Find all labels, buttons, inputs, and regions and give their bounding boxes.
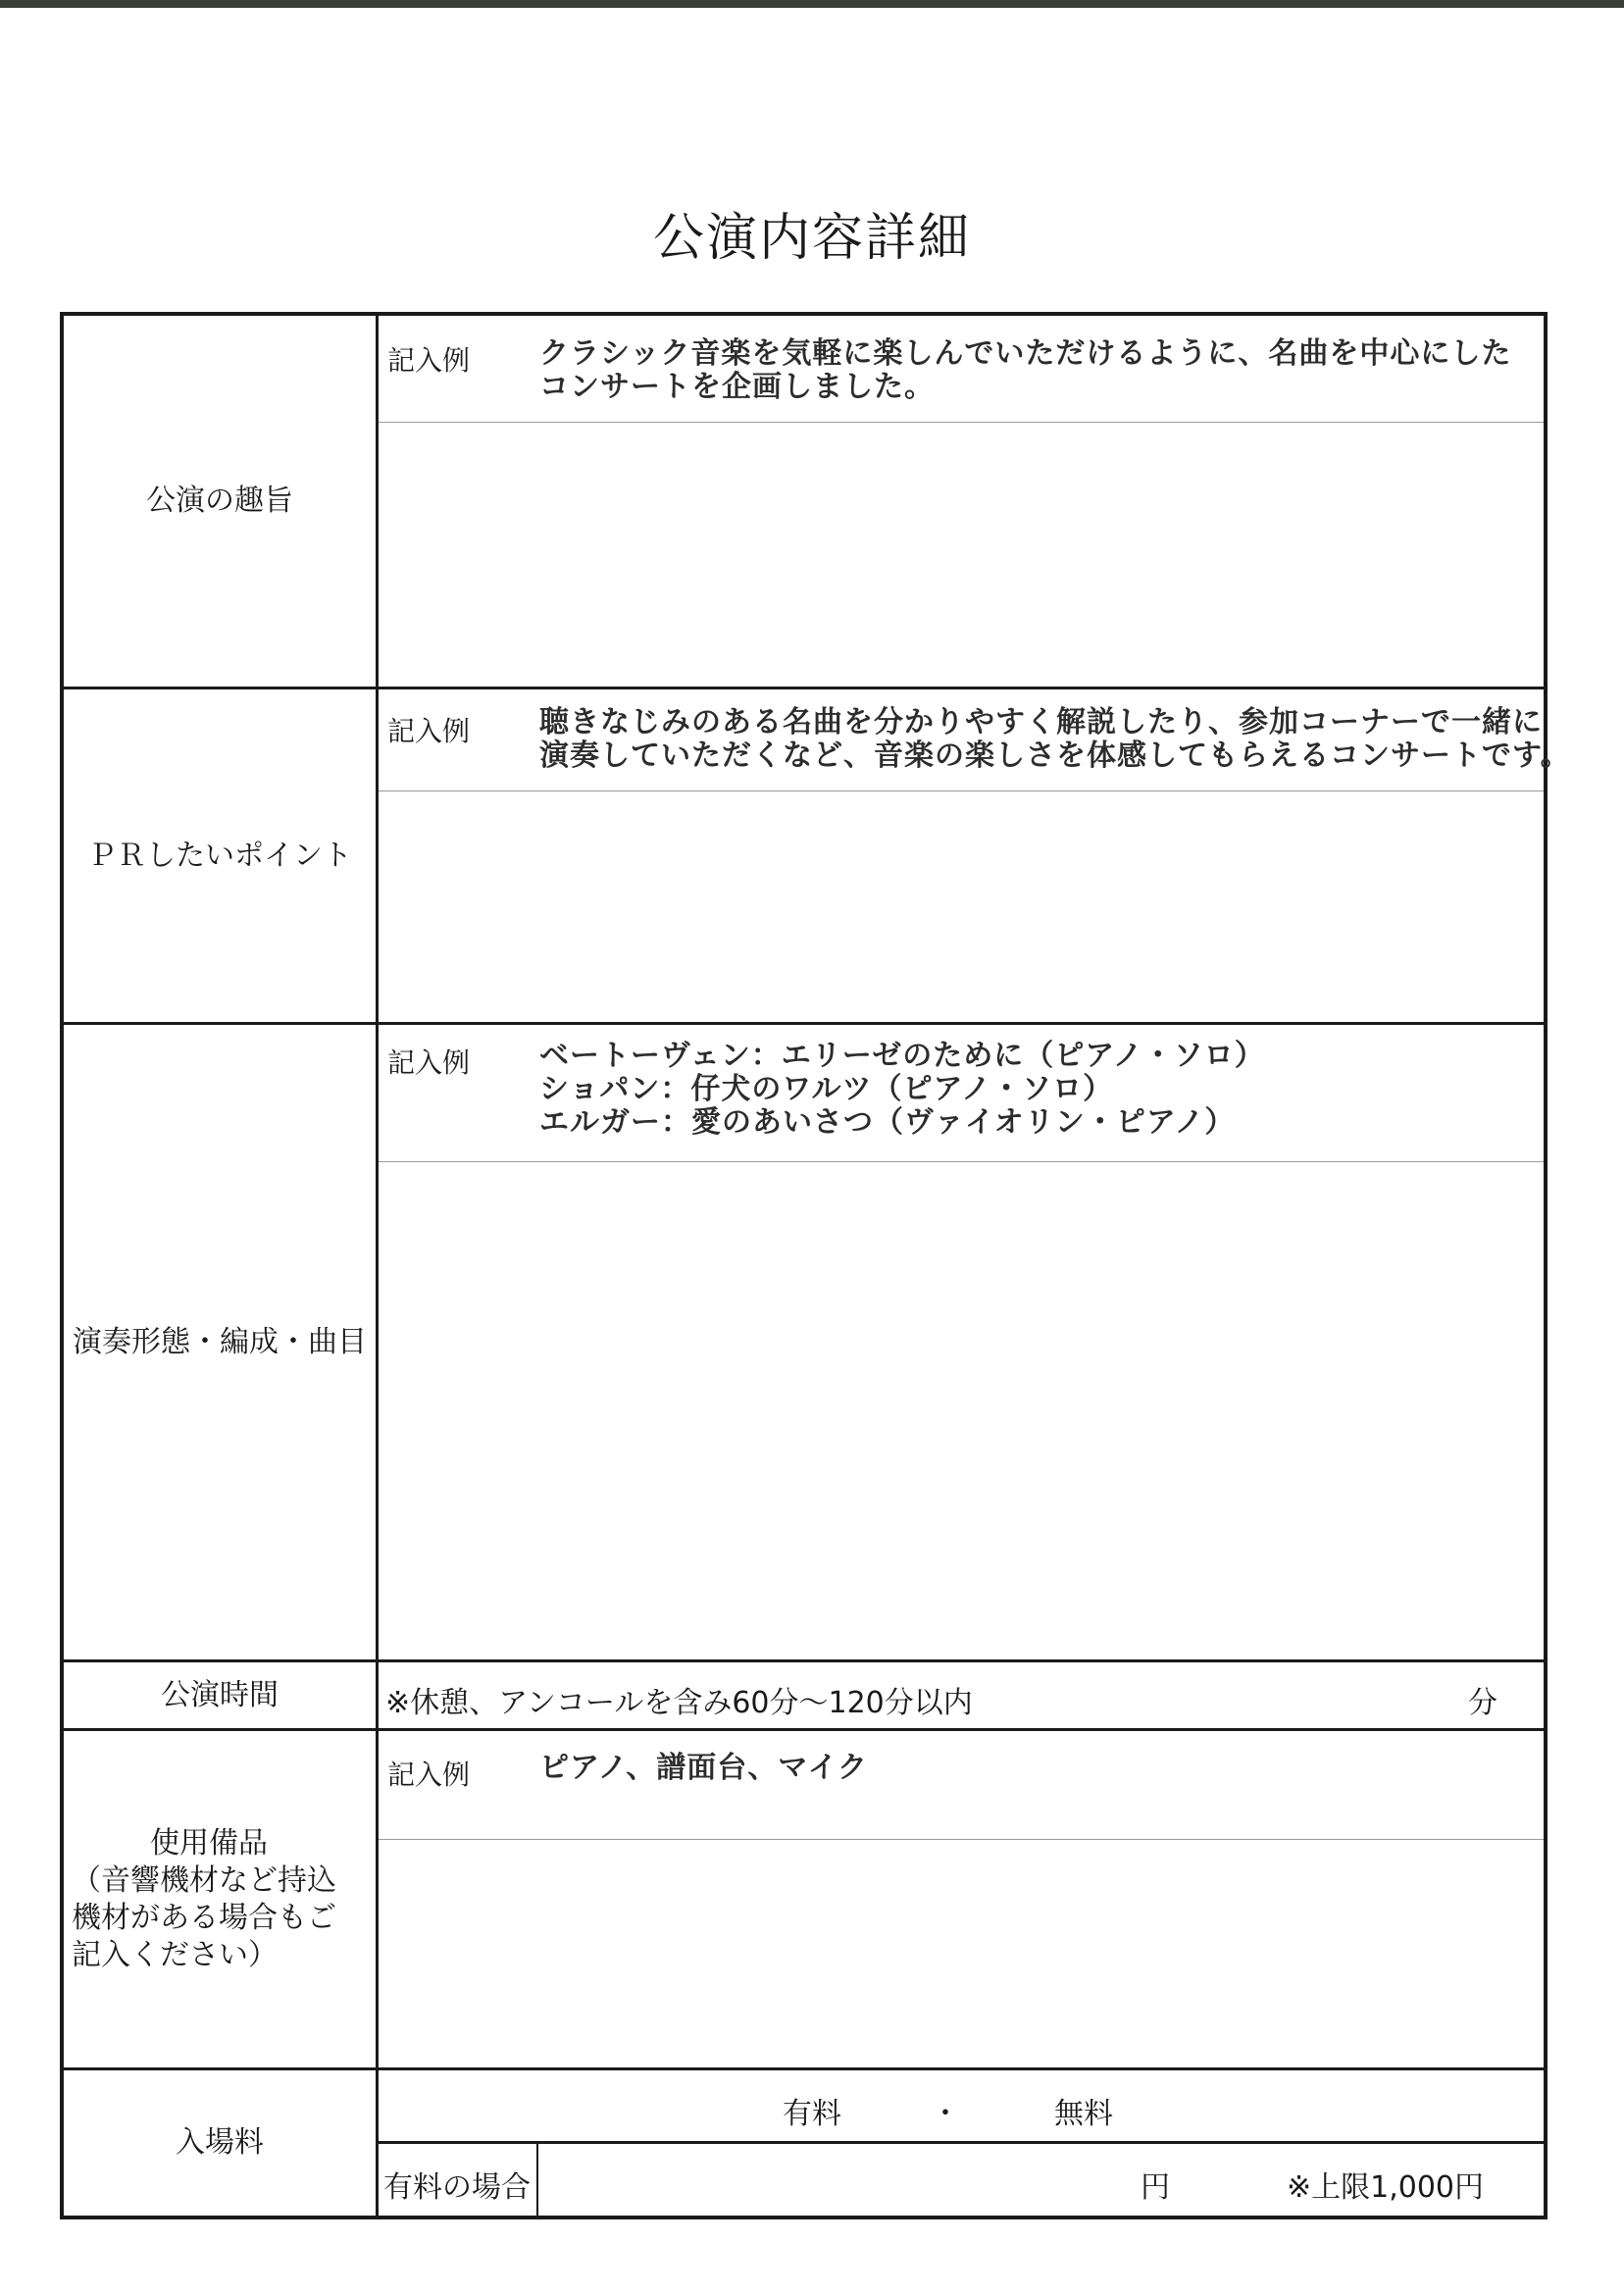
paid-case-label: 有料の場合 [383,2170,531,2205]
admission-fee-input[interactable] [540,2145,1168,2214]
example-separator [379,790,1544,791]
example-separator [379,1161,1544,1162]
option-separator: ・ [931,2097,960,2131]
program-example-label: 記入例 [387,1046,471,1079]
option-free[interactable]: 無料 [1054,2097,1113,2131]
pr-example-label: 記入例 [387,715,471,747]
currency-unit: 円 [1141,2170,1170,2205]
program-input-area[interactable] [380,1163,1544,1657]
purpose-example-label: 記入例 [387,344,471,377]
label-column-divider [376,316,379,2216]
option-paid[interactable]: 有料 [783,2097,841,2131]
duration-unit: 分 [1468,1686,1497,1720]
purpose-input-area[interactable] [380,424,1544,685]
pr-label: ＰＲしたいポイント [87,838,352,873]
equipment-example-text: ピアノ、譜面台、マイク [539,1751,868,1785]
purpose-label: 公演の趣旨 [146,484,293,518]
paid-case-divider [536,2141,538,2216]
pr-example-text: 聴きなじみのある名曲を分かりやすく解説したり、参加コーナーで一緒に 演奏していただくなど、音楽の楽しさを体感してもらえるコンサートです。 [539,705,1571,773]
admission-label: 入場料 [176,2125,264,2160]
page-title: 公演内容詳細 [652,209,971,268]
pr-input-area[interactable] [380,792,1544,1020]
example-separator [379,422,1544,423]
purpose-example-text: クラシック音楽を気軽に楽しんでいただけるように、名曲を中心にした コンサートを企画しました。 [539,336,1512,404]
program-example-text: ベートーヴェン：エリーゼのために（ピアノ・ソロ） ショパン：仔犬のワルツ（ピアノ・ソロ） エルガー：愛のあいさつ（ヴァイオリン・ピアノ） [539,1039,1265,1140]
fee-limit-note: ※上限1,000円 [1287,2170,1485,2205]
equipment-label: 使用備品 （音響機材など持込 機材がある場合もご 記入ください） [72,1825,336,1972]
example-separator [379,1839,1544,1840]
equipment-example-label: 記入例 [387,1759,471,1791]
duration-note: ※休憩、アンコールを含み60分～120分以内 [385,1686,973,1720]
program-label: 演奏形態・編成・曲目 [73,1324,367,1359]
scan-top-edge [0,0,1624,8]
duration-input-area[interactable] [1142,1664,1515,1726]
equipment-input-area[interactable] [380,1841,1544,2065]
duration-label: 公演時間 [161,1677,279,1712]
performance-details-form [60,312,1571,2219]
admission-subdivider [376,2141,1544,2144]
